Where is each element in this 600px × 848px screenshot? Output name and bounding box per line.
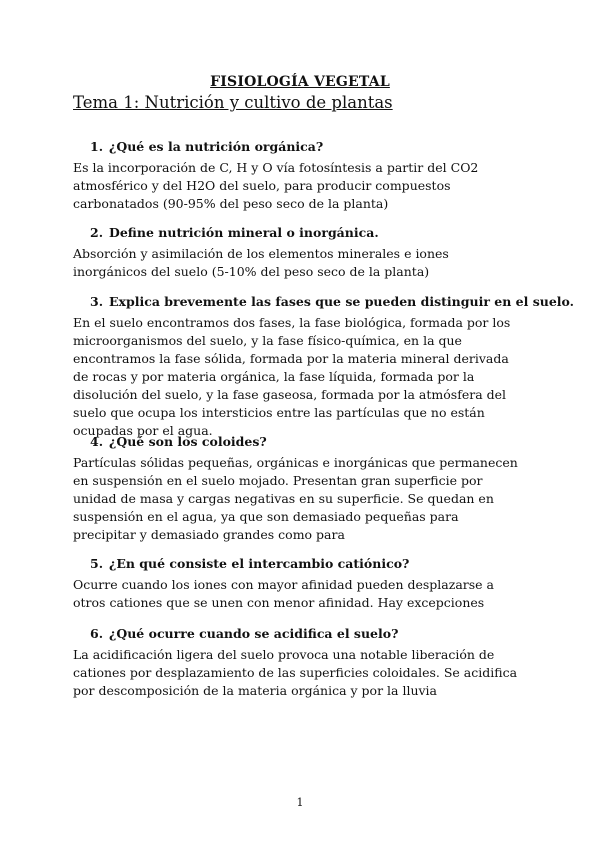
question-heading	[73, 625, 525, 643]
question-text: Define nutrición mineral o inorgánica.	[109, 225, 379, 240]
question-number: 4.	[90, 434, 104, 449]
question-number: 3.	[90, 294, 104, 309]
question-heading	[73, 293, 574, 311]
document-title: FISIOLOGÍA VEGETAL	[210, 74, 390, 90]
page-number: 1	[296, 796, 304, 809]
question-block-6	[73, 625, 525, 700]
question-block-5	[73, 555, 525, 612]
question-heading	[73, 138, 525, 156]
question-text: ¿Qué es la nutrición orgánica?	[109, 139, 324, 154]
question-block-2	[73, 224, 525, 281]
answer-text: Ocurre cuando los iones con mayor afinidad pueden desplazarse a otros cationes que se unen con menor afinidad. Hay excepciones	[73, 577, 494, 610]
document-subtitle: Tema 1: Nutrición y cultivo de plantas	[73, 93, 393, 112]
question-block-1	[73, 138, 525, 213]
question-number: 2.	[90, 225, 104, 240]
answer-text: Partículas sólidas pequeñas, orgánicas e inorgánicas que permanecen en suspensión en el suelo mojado. Presentan gran superficie por unidad de masa y cargas negativas en su superficie. Se quedan en suspensión en el agua, ya que son demasiado pequeñas para precipitar y demasiado grandes como para	[73, 455, 518, 542]
answer-text: Es la incorporación de C, H y O vía fotosíntesis a partir del CO2 atmosférico y del H2O del suelo, para producir compuestos carbonatados (90-95% del peso seco de la planta)	[73, 160, 479, 211]
question-heading	[73, 224, 525, 242]
question-text: ¿Qué ocurre cuando se acidifica el suelo?	[109, 626, 399, 641]
question-block-3	[73, 293, 574, 440]
question-number: 5.	[90, 556, 104, 571]
question-heading	[73, 433, 525, 451]
answer-text: En el suelo encontramos dos fases, la fase biológica, formada por los microorganismos del suelo, y la fase físico-química, en la que encontramos la fase sólida, formada por la materia mineral derivada de rocas y por materia orgánica, la fase líquida, formada por la disolución del suelo, y la fase gaseosa, formada por la atmósfera del suelo que ocupa los intersticios entre las partículas que no están ocupadas por el agua.	[73, 315, 511, 438]
question-text: Explica brevemente las fases que se pueden distinguir en el suelo.	[109, 294, 574, 309]
question-text: ¿En qué consiste el intercambio catiónico?	[109, 556, 410, 571]
question-number: 1.	[90, 139, 104, 154]
question-text: ¿Qué son los coloides?	[109, 434, 267, 449]
question-number: 6.	[90, 626, 104, 641]
question-heading	[73, 555, 525, 573]
answer-text: La acidificación ligera del suelo provoca una notable liberación de cationes por desplazamiento de las superficies coloidales. Se acidifica por descomposición de la materia orgánica y por la lluvia	[73, 647, 518, 698]
answer-text: Absorción y asimilación de los elementos minerales e iones inorgánicos del suelo (5-10% del peso seco de la planta)	[73, 246, 449, 279]
question-block-4	[73, 433, 525, 544]
